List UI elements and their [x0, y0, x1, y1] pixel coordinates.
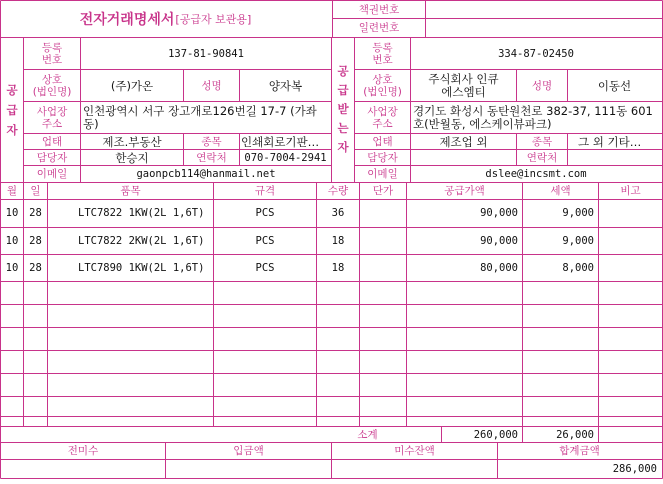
table-cell-r0-c2: LTC7822 1KW(2L 1,6T) [78, 207, 205, 219]
table-cell-r0-c4: 36 [331, 207, 345, 219]
supplier-company-label: 상호 (법인명) [32, 73, 72, 98]
receiver-address-label: 사업장 주소 [367, 105, 398, 130]
supplier-contact: 070-7004-2941 [244, 151, 327, 164]
footer-deposit-value [166, 460, 331, 477]
supplier-side-label: 공 급 자 [6, 82, 18, 137]
supplier-item: 인쇄회로기판… [241, 134, 320, 149]
receiver-address: 경기도 화성시 동탄원천로 382-37, 111동 601호(반월동, 에스케이뷰파크) [413, 103, 653, 131]
col-header-7: 세액 [550, 185, 571, 197]
supplier-address-label: 사업장 주소 [36, 105, 68, 130]
subtotal-label: 소계 [357, 428, 378, 441]
receiver-item: 그 외 기타… [578, 134, 642, 149]
table-cell-r1-c2: LTC7822 2KW(2L 1,6T) [78, 235, 205, 247]
supplier-ceo: 양자복 [268, 78, 303, 93]
book-number-label: 책권번호 [358, 3, 400, 16]
table-cell-r0-c0: 10 [5, 207, 19, 219]
table-cell-r2-c7: 8,000 [562, 262, 594, 274]
table-cell-r2-c2: LTC7890 1KW(2L 1,6T) [78, 262, 205, 274]
supplier-email-label: 이메일 [36, 167, 68, 180]
col-header-1: 일 [30, 185, 41, 197]
supplier-reg-number: 137-81-90841 [168, 47, 244, 60]
receiver-email-label: 이메일 [367, 167, 398, 180]
footer-total-value: 286,000 [612, 462, 657, 475]
col-header-5: 단가 [372, 185, 394, 197]
footer-balance-value [332, 460, 497, 477]
receiver-ceo-label: 성명 [531, 79, 553, 92]
col-header-8: 비고 [620, 185, 641, 197]
receiver-item-label: 종목 [531, 135, 553, 148]
supplier-biztype-label: 업태 [41, 135, 63, 148]
table-cell-r2-c6: 80,000 [480, 262, 518, 274]
table-cell-r0-c7: 9,000 [562, 207, 594, 219]
receiver-manager-label: 담당자 [367, 151, 398, 164]
table-cell-r0-c1: 28 [29, 207, 42, 219]
supplier-address: 인천광역시 서구 장고개로126번길 17-7 (가좌동) [83, 103, 317, 131]
receiver-contact-label: 연락처 [526, 151, 558, 164]
table-cell-r1-c1: 28 [29, 235, 42, 247]
receiver-manager [411, 150, 516, 165]
footer-total-label: 합계금액 [559, 444, 600, 457]
footer-prev-unpaid-label: 전미수 [67, 444, 99, 457]
supplier-email[interactable]: gaonpcb114@hanmail.net [136, 167, 276, 180]
table-cell-r0-c6: 90,000 [480, 207, 518, 219]
table-cell-r2-c5 [360, 255, 406, 281]
table-cell-r2-c0: 10 [5, 262, 19, 274]
col-header-2: 품목 [120, 185, 141, 197]
table-cell-r1-c4: 18 [331, 235, 345, 247]
subtotal-supply: 260,000 [473, 428, 518, 441]
page-title: 전자거래명세서 [79, 12, 175, 28]
table-cell-r1-c0: 10 [5, 235, 19, 247]
receiver-company-label: 상호 (법인명) [363, 73, 402, 98]
table-cell-r2-c8 [599, 255, 662, 281]
receiver-reg-label: 등록 번호 [372, 41, 393, 66]
receiver-contact [568, 150, 661, 165]
supplier-reg-label: 등록 번호 [41, 41, 63, 66]
receiver-ceo: 이동선 [597, 78, 632, 93]
col-header-4: 수량 [327, 185, 349, 197]
subtotal-tax: 26,000 [556, 428, 594, 441]
receiver-email[interactable]: dslee@incsmt.com [485, 167, 587, 180]
table-cell-r1-c6: 90,000 [480, 235, 518, 247]
footer-balance-label: 미수잔액 [394, 444, 435, 457]
supplier-item-label: 종목 [201, 135, 222, 148]
supplier-biztype: 제조.부동산 [102, 134, 162, 149]
receiver-reg-number: 334-87-02450 [498, 47, 574, 60]
receiver-biztype: 제조업 외 [439, 134, 488, 149]
col-header-0: 월 [6, 185, 18, 197]
table-cell-r0-c5 [360, 200, 406, 226]
book-number-value [426, 1, 660, 18]
col-header-3: 규격 [254, 185, 276, 197]
receiver-side-label: 공 급 받 는 자 [337, 64, 349, 154]
table-cell-r1-c3: PCS [255, 235, 275, 247]
supplier-manager: 한승지 [115, 150, 149, 165]
table-cell-r1-c7: 9,000 [562, 235, 594, 247]
supplier-ceo-label: 성명 [201, 79, 222, 92]
col-header-6: 공급가액 [444, 185, 485, 197]
table-cell-r2-c1: 28 [29, 262, 42, 274]
footer-prev-unpaid-value [1, 460, 165, 477]
table-cell-r0-c3: PCS [255, 207, 275, 219]
supplier-manager-label: 담당자 [36, 151, 68, 164]
supplier-contact-label: 연락처 [196, 151, 227, 164]
table-cell-r2-c4: 18 [331, 262, 345, 274]
serial-number-label: 일련번호 [358, 22, 400, 34]
footer-deposit-label: 입금액 [233, 444, 264, 457]
table-cell-r0-c8 [599, 200, 662, 226]
supplier-company: (주)가온 [110, 78, 154, 93]
table-cell-r1-c5 [360, 228, 406, 254]
serial-number-value [426, 19, 660, 37]
title-block [0, 1, 331, 37]
table-cell-r1-c8 [599, 228, 662, 254]
page-subtitle: [공급자 보관용] [175, 13, 252, 26]
receiver-company: 주식회사 인큐 에스엠티 [428, 71, 499, 99]
table-cell-r2-c3: PCS [255, 262, 275, 274]
receiver-biztype-label: 업태 [372, 135, 393, 148]
